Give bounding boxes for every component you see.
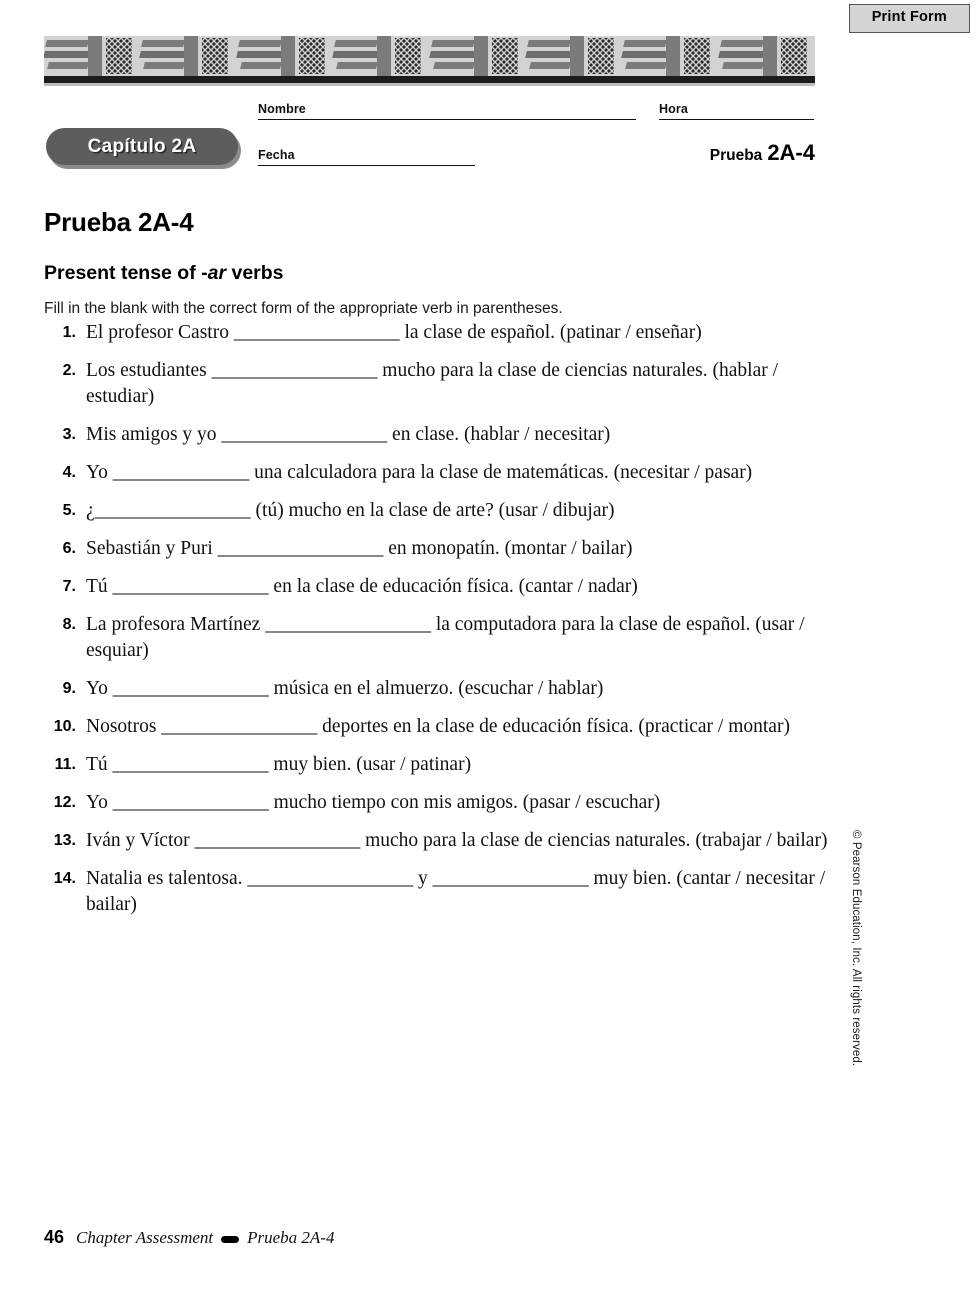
banner-lattice: [684, 38, 710, 74]
exercise-text[interactable]: Los estudiantes _________________ mucho para la clase de ciencias naturales. (hablar / estudiar): [86, 360, 779, 407]
banner-lattice: [395, 38, 421, 74]
banner-block: [88, 36, 102, 76]
page-title: Prueba 2A-4: [44, 207, 194, 238]
exercise-number: 12.: [53, 794, 76, 811]
banner-chevron: [142, 40, 186, 47]
subtitle-italic-ar: ar: [207, 262, 227, 285]
exercise-text[interactable]: Iván y Víctor _________________ mucho para la clase de ciencias naturales. (trabajar / bailar): [86, 830, 828, 851]
exercise-item: [44, 574, 834, 600]
exercise-item: [44, 536, 834, 562]
banner-motif-unit: [333, 36, 429, 76]
banner-block: [666, 36, 680, 76]
exercise-item: [44, 320, 834, 346]
exercise-number: 1.: [62, 324, 76, 341]
exercise-text[interactable]: Tú ________________ en la clase de educación física. (cantar / nadar): [86, 576, 638, 597]
banner-motif-unit: [140, 36, 236, 76]
banner-chevron: [336, 62, 378, 69]
exercise-number: 10.: [53, 718, 76, 735]
fecha-field-line[interactable]: [258, 165, 475, 166]
banner-chevron: [433, 62, 475, 69]
subtitle-pre: Present tense of: [44, 262, 202, 285]
banner-chevron: [626, 62, 668, 69]
exercise-text[interactable]: Sebastián y Puri _________________ en monopatín. (montar / bailar): [86, 538, 633, 559]
exercise-item: [44, 714, 834, 740]
exercise-text[interactable]: Yo ________________ mucho tiempo con mis amigos. (pasar / escuchar): [86, 792, 661, 813]
banner-lattice: [106, 38, 132, 74]
banner-shadow: [44, 76, 815, 83]
banner-chevron: [622, 51, 670, 58]
exercise-number: 3.: [62, 426, 76, 443]
hora-label: Hora: [659, 102, 688, 116]
exercise-item: [44, 422, 834, 448]
exercise-number: 5.: [62, 502, 76, 519]
banner-chevron: [722, 62, 764, 69]
banner-lattice: [202, 38, 228, 74]
banner-chevron: [144, 62, 186, 69]
banner-motif-unit: [526, 36, 622, 76]
exercise-number: 9.: [62, 680, 76, 697]
nombre-field-line[interactable]: [258, 119, 636, 120]
fecha-label: Fecha: [258, 148, 295, 162]
decorative-banner: [44, 36, 815, 76]
footer-quiz-label: Prueba 2A-4: [247, 1228, 335, 1247]
exercise-number: 14.: [53, 870, 76, 887]
banner-lattice: [588, 38, 614, 74]
nombre-label: Nombre: [258, 102, 306, 116]
banner-chevron: [238, 40, 282, 47]
hora-field-line[interactable]: [659, 119, 814, 120]
banner-chevron: [44, 51, 91, 58]
exercise-text[interactable]: La profesora Martínez _________________ la computadora para la clase de español. (usar / esquiar): [86, 614, 805, 661]
banner-chevron: [429, 51, 477, 58]
banner-chevron: [140, 51, 188, 58]
subtitle-post: verbs: [226, 262, 284, 285]
exercise-item: [44, 358, 834, 410]
banner-lattice: [492, 38, 518, 74]
exercise-item: [44, 676, 834, 702]
banner-chevron: [529, 62, 571, 69]
exercise-number: 8.: [62, 616, 76, 633]
footer-page-number: 46: [44, 1227, 65, 1247]
instructions-text: Fill in the blank with the correct form of the appropriate verb in parentheses.: [44, 299, 563, 317]
banner-chevron: [720, 40, 764, 47]
exercise-item: [44, 752, 834, 778]
exercise-text[interactable]: Natalia es talentosa. _________________ y ________________ muy bien. (cantar / necesitar / bailar): [86, 868, 826, 915]
footer-separator-icon: [221, 1236, 239, 1243]
exercise-item: [44, 460, 834, 486]
banner-block: [377, 36, 391, 76]
exercise-text[interactable]: Mis amigos y yo _________________ en clase. (hablar / necesitar): [86, 424, 611, 445]
exercise-number: 7.: [62, 578, 76, 595]
banner-chevron: [47, 62, 89, 69]
exercise-number: 6.: [62, 540, 76, 557]
banner-lattice: [781, 38, 807, 74]
banner-motif-unit: [237, 36, 333, 76]
exercise-item: [44, 866, 834, 918]
exercise-text[interactable]: ¿________________ (tú) mucho en la clase de arte? (usar / dibujar): [86, 500, 615, 521]
print-form-button[interactable]: Print Form: [849, 4, 970, 33]
exercise-item: [44, 790, 834, 816]
banner-chevron: [718, 51, 766, 58]
exercise-text[interactable]: Yo ________________ música en el almuerzo. (escuchar / hablar): [86, 678, 604, 699]
banner-motif-unit: [430, 36, 526, 76]
banner-chevron: [240, 62, 282, 69]
chapter-badge-label: Capítulo 2A: [87, 135, 197, 157]
quiz-tag: [710, 140, 815, 166]
banner-block: [474, 36, 488, 76]
banner-motif-unit: [719, 36, 815, 76]
quiz-tag-code: 2A-4: [767, 140, 815, 165]
chapter-badge: [46, 128, 238, 165]
exercise-text[interactable]: Nosotros ________________ deportes en la clase de educación física. (practicar / montar): [86, 716, 790, 737]
exercise-text[interactable]: Yo ______________ una calculadora para la clase de matemáticas. (necesitar / pasar): [86, 462, 753, 483]
copyright-notice: © Pearson Education, Inc. All rights reserved.: [850, 830, 862, 1067]
subtitle-dash: -: [201, 262, 208, 285]
exercise-item: [44, 498, 834, 524]
exercise-number: 4.: [62, 464, 76, 481]
banner-chevron: [45, 40, 89, 47]
banner-lattice: [299, 38, 325, 74]
exercise-item: [44, 828, 834, 854]
banner-chevron: [334, 40, 378, 47]
banner-chevron: [525, 51, 573, 58]
exercise-number: 13.: [53, 832, 76, 849]
exercise-list: [44, 320, 834, 930]
section-subtitle: [44, 262, 284, 285]
exercise-text[interactable]: Tú ________________ muy bien. (usar / patinar): [86, 754, 472, 775]
exercise-text[interactable]: El profesor Castro _________________ la clase de español. (patinar / enseñar): [86, 322, 702, 343]
banner-chevron: [332, 51, 380, 58]
exercise-number: 2.: [62, 362, 76, 379]
footer-section-label: Chapter Assessment: [76, 1228, 214, 1247]
banner-chevron: [431, 40, 475, 47]
banner-block: [570, 36, 584, 76]
exercise-number: 11.: [54, 756, 76, 773]
banner-chevron: [236, 51, 284, 58]
banner-block: [763, 36, 777, 76]
banner-block: [184, 36, 198, 76]
quiz-tag-word: Prueba: [709, 147, 763, 164]
banner-motif-unit: [622, 36, 718, 76]
banner-motif-unit: [44, 36, 140, 76]
page-footer: [44, 1227, 334, 1248]
exercise-item: [44, 612, 834, 664]
banner-chevron: [624, 40, 668, 47]
banner-chevron: [527, 40, 571, 47]
print-form-toolbar: [849, 4, 970, 33]
banner-block: [281, 36, 295, 76]
